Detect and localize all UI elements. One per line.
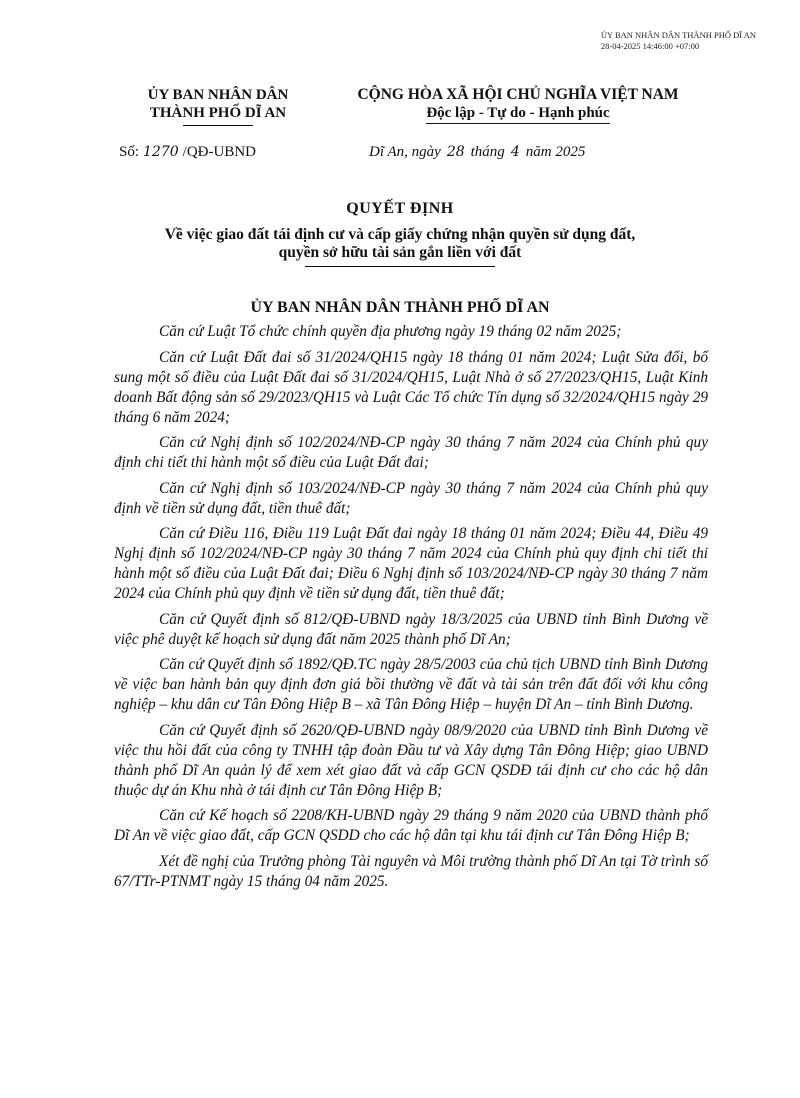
date-place: Dĩ An, ngày [369,144,441,160]
basis-paragraph: Căn cứ Kế hoạch số 2208/KH-UBND ngày 29 tháng 9 năm 2020 của UBND thành phố Dĩ An về việc giao đất, cấp GCN QSDD cho các hộ dân tại khu tái định cư Tân Đông Hiệp B; [114,807,708,844]
number-prefix: Số: [119,144,140,160]
decision-title-block [0,199,800,267]
date-day: 28 [446,144,465,160]
document-number [119,144,256,161]
number-suffix: /QĐ-UBND [182,144,256,160]
basis-paragraph: Căn cứ Quyết định số 2620/QĐ-UBND ngày 08/9/2020 của UBND tỉnh Bình Dương về việc thu hồi đất của công ty TNHH tập đoàn Đầu tư và Xây dựng Tân Đông Hiệp; giao UBND thành phố Dĩ An quản lý để xem xét giao đất và cấp GCN QSDĐ tái định cư cho các hộ dân thuộc dự án Khu nhà ở tái định cư Tân Đông Hiệp B; [114,721,708,799]
basis-paragraph: Căn cứ Nghị định số 103/2024/NĐ-CP ngày 30 tháng 7 năm 2024 của Chính phủ quy định về tiền sử dụng đất, tiền thuê đất; [114,479,708,517]
stamp-signer: ỦY BAN NHÂN DÂN THÀNH PHỐ DĨ AN [600,30,756,40]
basis-paragraph: Căn cứ Luật Tổ chức chính quyền địa phương ngày 19 tháng 02 năm 2025; [159,323,622,340]
national-motto: Độc lập - Tự do - Hạnh phúc [426,104,609,124]
issuing-authority-heading: ỦY BAN NHÂN DÂN THÀNH PHỐ DĨ AN [250,299,550,316]
basis-paragraph: Căn cứ Nghị định số 102/2024/NĐ-CP ngày 30 tháng 7 năm 2024 của Chính phủ quy định chi tiết thi hành một số điều của Luật Đất đai; [114,434,708,471]
country-name: CỘNG HÒA XÃ HỘI CHỦ NGHĨA VIỆT NAM [357,86,679,103]
digital-signature-stamp [601,30,756,52]
stamp-timestamp: 28-04-2025 14:46:00 +07:00 [600,41,700,51]
subject-line-1: Về việc giao đất tái định cư và cấp giấy chứng nhận quyền sử dụng đất, [164,226,636,243]
issuing-agency [118,86,318,126]
legal-basis [114,322,708,897]
basis-paragraph: Căn cứ Luật Đất đai số 31/2024/QH15 ngày 18 tháng 01 năm 2024; Luật Sửa đổi, bổ sung một số điều của Luật Đất đai số 31/2024/QH15, Luật Nhà ở số 27/2023/QH15, Luật Kinh doanh Bất động sản số 29/2023/QH15 và Luật Các Tổ chức Tín dụng số 32/2024/QH15 ngày 29 tháng 6 năm 2024; [114,348,708,426]
basis-paragraph: Căn cứ Điều 116, Điều 119 Luật Đất đai ngày 18 tháng 01 năm 2024; Điều 44, Điều 49 Nghị định số 102/2024/NĐ-CP ngày 30 tháng 7 năm 2024 của Chính phủ quy định chi tiết thi hành một số điều của Luật Đất đai; Điều 6 Nghị định số 103/2024/NĐ-CP ngày 30 tháng 7 năm 2024 của Chính phủ quy định về tiền sử dụng đất, tiền thuê đất; [114,525,708,602]
agency-line-1: ỦY BAN NHÂN DÂN [147,87,289,103]
date-month-label: tháng [470,144,505,160]
basis-paragraph: Căn cứ Quyết định số 812/QĐ-UBND ngày 18/3/2025 của UBND tỉnh Bình Dương về việc phê duyệt kế hoạch sử dụng đất năm 2025 thành phố Dĩ An; [114,610,708,648]
national-title [318,86,718,124]
date-year: năm 2025 [525,144,586,160]
subject-line-2: quyền sở hữu tài sản gắn liền với đất [278,244,522,261]
basis-paragraph: Xét đề nghị của Trưởng phòng Tài nguyên và Môi trường thành phố Dĩ An tại Tờ trình số 67/TTr-PTNMT ngày 15 tháng 04 năm 2025. [114,852,708,890]
subject-underline [305,266,495,267]
agency-underline [183,125,253,126]
issue-date [369,144,585,161]
document-type: QUYẾT ĐỊNH [346,200,454,217]
basis-paragraph: Căn cứ Quyết định số 1892/QĐ.TC ngày 28/5/2003 của chủ tịch UBND tỉnh Bình Dương về việc ban hành bản quy định đơn giá bồi thường về đất và tài sản trên đất đối với khu công nghiệp – khu dân cư Tân Đông Hiệp B – xã Tân Đông Hiệp – huyện Dĩ An – tỉnh Bình Dương. [114,656,708,713]
handwritten-number: 1270 [143,144,179,160]
date-month: 4 [510,144,520,160]
agency-line-2: THÀNH PHỐ DĨ AN [149,105,287,121]
decision-subject [0,226,800,262]
